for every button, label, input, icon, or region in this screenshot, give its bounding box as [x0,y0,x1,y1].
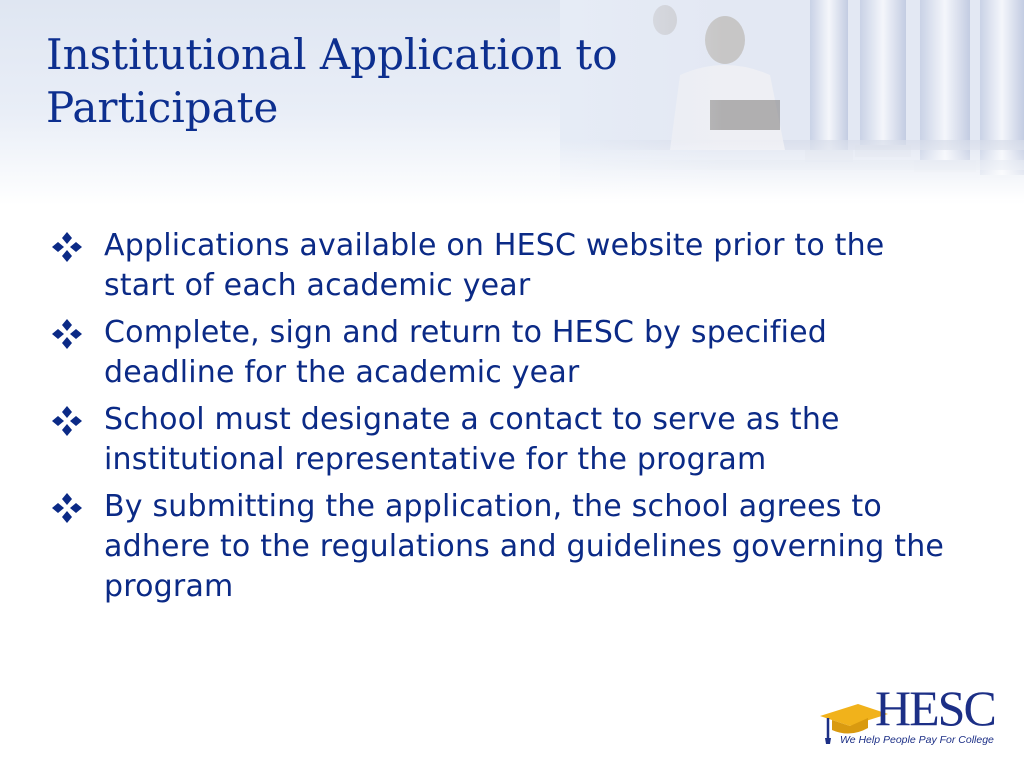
bullet-text: School must designate a contact to serve as the institutional representative for the program [104,402,840,477]
bullet-text: Complete, sign and return to HESC by specified deadline for the academic year [104,315,828,390]
diamond-quad-icon [50,491,84,525]
bullet-list [48,226,948,614]
list-item [48,487,948,607]
list-item [48,226,948,306]
diamond-quad-icon [50,404,84,438]
hesc-logo [818,680,1008,754]
diamond-quad-icon [50,317,84,351]
list-item [48,313,948,393]
bullet-text: Applications available on HESC website prior to the start of each academic year [104,228,885,303]
logo-wordmark: HESC [875,680,995,736]
bullet-text: By submitting the application, the school agrees to adhere to the regulations and guidelines governing the program [104,489,945,604]
slide-title: Institutional Application to Participate [46,30,618,132]
logo-tagline: We Help People Pay For College [840,734,994,746]
list-item [48,400,948,480]
diamond-quad-icon [50,230,84,264]
